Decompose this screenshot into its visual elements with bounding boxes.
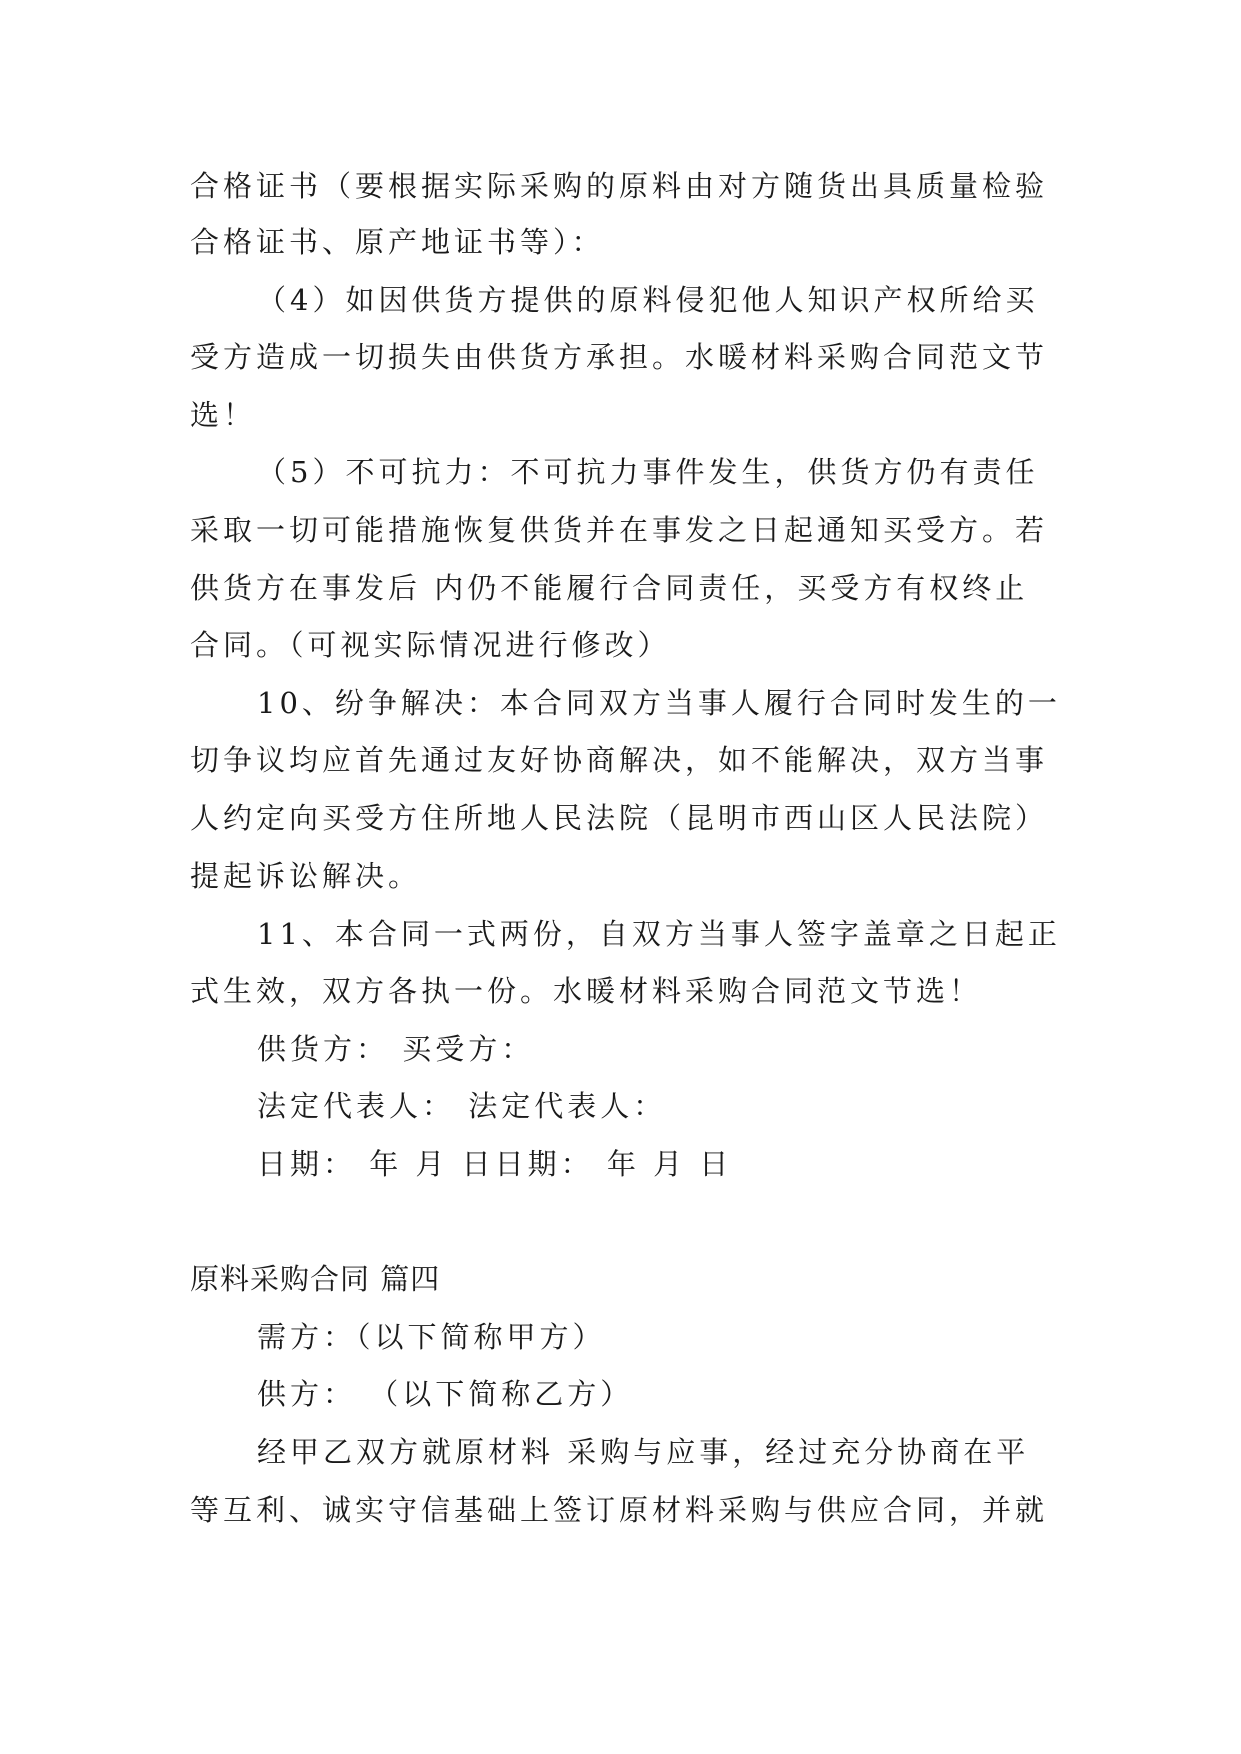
text-line: 合格证书、原产地证书等）： [190, 225, 605, 259]
text-line: 供货方在事发后 内仍不能履行合同责任，买受方有权终止 [190, 571, 1029, 605]
text-line: 切争议均应首先通过友好协商解决，如不能解决，双方当事 [190, 743, 1049, 777]
section-heading: 原料采购合同 篇四 [190, 1262, 441, 1296]
text-line: 提起诉讼解决。 [190, 859, 422, 893]
party-supplier-line: 供方： （以下简称乙方） [257, 1377, 634, 1411]
text-line: （5）不可抗力：不可抗力事件发生，供货方仍有责任 [257, 455, 1039, 489]
text-line: 11、本合同一式两份，自双方当事人签字盖章之日起正 [257, 917, 1061, 951]
text-line: 合格证书（要根据实际采购的原料由对方随货出具质量检验 [190, 169, 1049, 203]
text-line: 10、纷争解决：本合同双方当事人履行合同时发生的一 [257, 686, 1061, 720]
text-line: 采取一切可能措施恢复供货并在事发之日起通知买受方。若 [190, 513, 1049, 547]
text-line: 选！ [190, 398, 257, 432]
text-line: 受方造成一切损失由供货方承担。水暖材料采购合同范文节 [190, 340, 1049, 374]
text-line: 式生效，双方各执一份。水暖材料采购合同范文节选！ [190, 974, 983, 1008]
signature-line-representative: 法定代表人： 法定代表人： [257, 1089, 667, 1123]
text-line: 经甲乙双方就原材料 采购与应事，经过充分协商在平 [257, 1435, 1030, 1469]
party-buyer-line: 需方：（以下简称甲方） [257, 1320, 606, 1354]
text-line: 合同。（可视实际情况进行修改） [190, 628, 671, 662]
text-line: （4）如因供货方提供的原料侵犯他人知识产权所给买 [257, 283, 1039, 317]
text-line: 等互利、诚实守信基础上签订原材料采购与供应合同，并就 [190, 1493, 1049, 1527]
text-line: 人约定向买受方住所地人民法院（昆明市西山区人民法院） [190, 801, 1049, 835]
signature-line-party: 供货方： 买受方： [257, 1032, 535, 1066]
signature-line-date: 日期： 年 月 日日期： 年 月 日 [257, 1147, 733, 1181]
